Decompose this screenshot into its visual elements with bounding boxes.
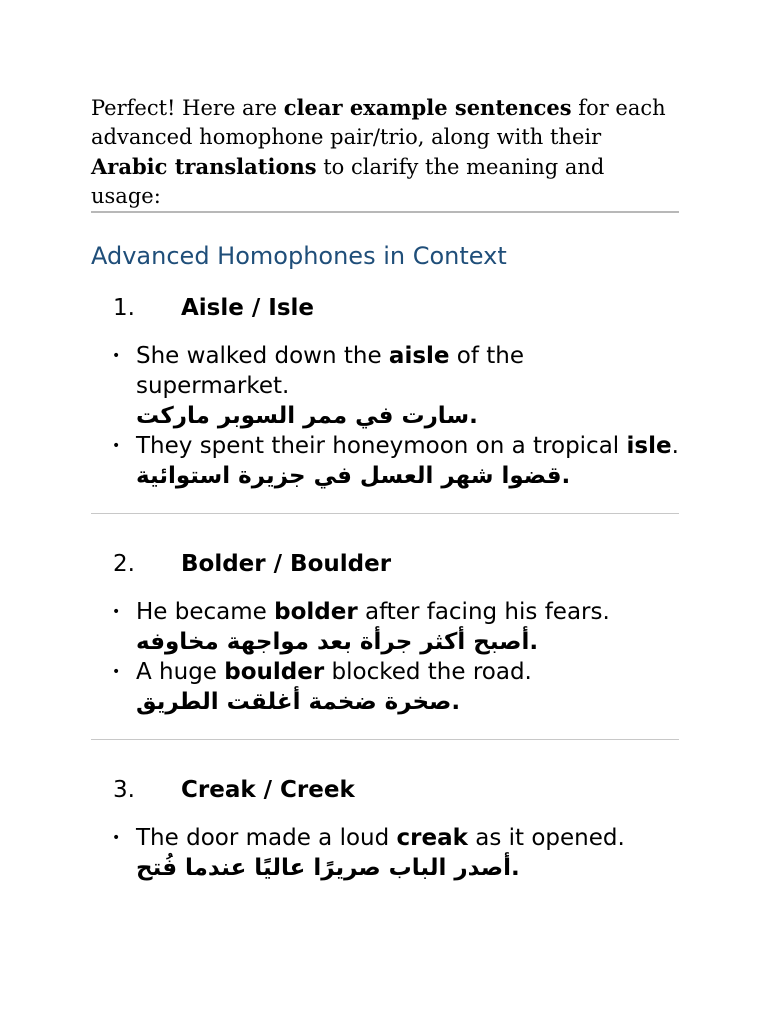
intro-text-3: to clarify the meaning and usage: <box>91 155 605 208</box>
list-item <box>91 431 679 491</box>
arabic-translation: أصدر الباب صريرًا عاليًا عندما فُتح. <box>136 855 520 881</box>
intro-paragraph <box>91 93 679 211</box>
entry-3 <box>91 775 679 883</box>
entry-title: Creak / Creek <box>181 777 355 803</box>
english-sentence: She walked down the aisle of the supermarket. <box>136 343 525 399</box>
english-sentence: The door made a loud creak as it opened. <box>136 825 625 851</box>
list-item <box>91 657 679 717</box>
bullet-icon: • <box>112 604 121 620</box>
entry-heading <box>91 775 679 805</box>
entry-number: 2. <box>113 551 135 577</box>
example-list <box>91 341 679 491</box>
entry-number: 3. <box>113 777 135 803</box>
intro-text-2: for each advanced homophone pair/trio, along with their <box>91 96 666 149</box>
bullet-icon: • <box>112 438 121 454</box>
list-item <box>91 823 679 883</box>
arabic-translation: قضوا شهر العسل في جزيرة استوائية. <box>136 463 571 489</box>
english-sentence: He became bolder after facing his fears. <box>136 599 610 625</box>
section-divider <box>91 513 679 514</box>
arabic-translation: صخرة ضخمة أغلقت الطريق. <box>136 689 461 715</box>
entry-1 <box>91 293 679 491</box>
bullet-icon: • <box>112 830 121 846</box>
list-item <box>91 597 679 657</box>
entry-heading <box>91 549 679 579</box>
entry-number: 1. <box>113 295 135 321</box>
intro-bold-2: Arabic translations <box>91 154 317 179</box>
bullet-icon: • <box>112 348 121 364</box>
entry-heading <box>91 293 679 323</box>
entry-2 <box>91 549 679 717</box>
entry-title: Aisle / Isle <box>181 295 315 321</box>
english-sentence: A huge boulder blocked the road. <box>136 659 532 685</box>
section-divider <box>91 739 679 740</box>
english-sentence: They spent their honeymoon on a tropical isle. <box>136 433 679 459</box>
list-item <box>91 341 679 431</box>
intro-bold-1: clear example sentences <box>283 95 572 120</box>
intro-text-1: Perfect! Here are <box>91 96 284 120</box>
arabic-translation: سارت في ممر السوبر ماركت. <box>136 403 478 429</box>
document-page <box>91 93 679 883</box>
example-list <box>91 597 679 717</box>
entry-title: Bolder / Boulder <box>181 551 392 577</box>
example-list <box>91 823 679 883</box>
section-title: Advanced Homophones in Context <box>91 242 507 270</box>
horizontal-rule <box>91 211 679 213</box>
arabic-translation: أصبح أكثر جرأة بعد مواجهة مخاوفه. <box>136 629 539 655</box>
bullet-icon: • <box>112 664 121 680</box>
